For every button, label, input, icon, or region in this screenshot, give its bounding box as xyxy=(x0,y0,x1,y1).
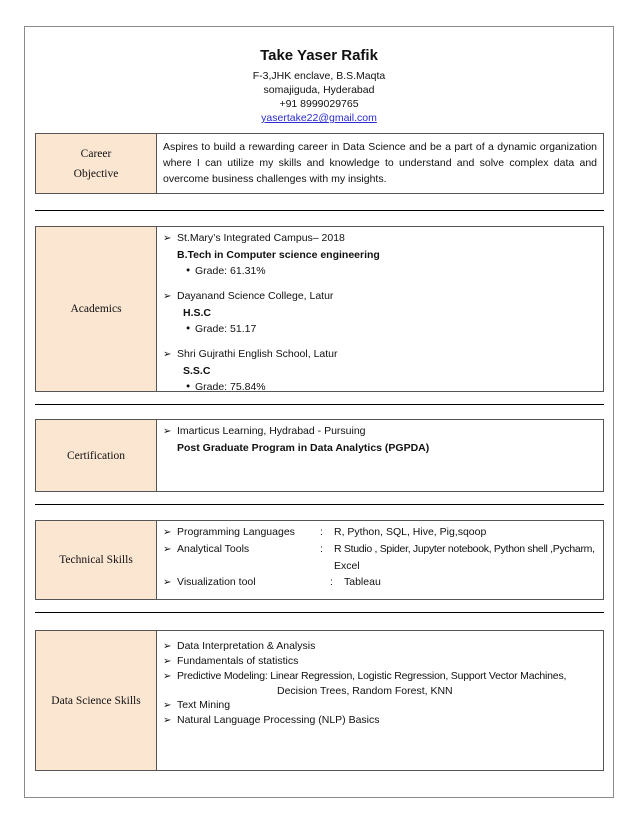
degree-name: H.S.C xyxy=(183,307,212,319)
divider xyxy=(35,504,604,505)
degree-name: B.Tech in Computer science engineering xyxy=(177,249,380,261)
ds-skill-item xyxy=(163,698,597,713)
arrow-bullet-icon: ➢ xyxy=(163,349,172,360)
ds-skill-item xyxy=(163,639,597,654)
certification-institute: Imarticus Learning, Hydrabad - Pursuing xyxy=(177,425,366,437)
academics-body xyxy=(157,227,603,391)
school-name: Shri Gujrathi English School, Latur xyxy=(177,348,338,360)
colon: : xyxy=(330,576,333,588)
arrow-bullet-icon: ➢ xyxy=(163,656,172,667)
academics-label: Academics xyxy=(36,227,157,391)
ds-skill-text: Fundamentals of statistics xyxy=(177,655,299,667)
address-line-1: F-3,JHK enclave, B.S.Maqta xyxy=(252,70,386,82)
ds-skill-text: Data Interpretation & Analysis xyxy=(177,640,316,652)
skill-category: Programming Languages xyxy=(177,526,295,538)
arrow-bullet-icon: ➢ xyxy=(163,544,172,555)
data-science-skills-body xyxy=(157,631,603,770)
career-label-line1: Career xyxy=(80,147,112,160)
arrow-bullet-icon: ➢ xyxy=(163,291,172,302)
arrow-bullet-icon: ➢ xyxy=(163,700,172,711)
arrow-bullet-icon: ➢ xyxy=(163,233,172,244)
certification-section xyxy=(35,419,604,492)
academic-item-1 xyxy=(163,230,597,279)
tech-row-analytical xyxy=(163,541,597,558)
arrow-bullet-icon: ➢ xyxy=(163,527,172,538)
tech-row-visualization xyxy=(163,574,597,591)
resume-page xyxy=(24,26,614,798)
academic-item-2 xyxy=(163,288,597,337)
ds-skill-text: Natural Language Processing (NLP) Basics xyxy=(177,714,380,726)
academic-item-3 xyxy=(163,346,597,395)
bullet-icon: • xyxy=(185,265,192,277)
skill-values: Tableau xyxy=(344,576,381,588)
arrow-bullet-icon: ➢ xyxy=(163,577,172,588)
skill-category: Visualization tool xyxy=(177,576,256,588)
ds-skill-text-continued: Decision Trees, Random Forest, KNN xyxy=(277,685,453,697)
grade: Grade: 75.84% xyxy=(195,381,266,393)
career-objective-label xyxy=(36,134,157,193)
career-objective-text: Aspires to build a rewarding career in Data Science and be a part of a dynamic organization where I can utilize my skills and knowledge to understand and solve complex data and overcome business challenges with my insights. xyxy=(163,141,597,185)
bullet-icon: • xyxy=(185,381,192,393)
skill-values: R, Python, SQL, Hive, Pig,sqoop xyxy=(334,526,487,538)
divider xyxy=(35,404,604,405)
arrow-bullet-icon: ➢ xyxy=(163,426,172,437)
skill-category: Analytical Tools xyxy=(177,543,250,555)
school-name: St.Mary’s Integrated Campus– 2018 xyxy=(177,232,345,244)
arrow-bullet-icon: ➢ xyxy=(163,671,172,682)
skill-values-continued: Excel xyxy=(334,560,360,572)
school-name: Dayanand Science College, Latur xyxy=(177,290,334,302)
certification-program: Post Graduate Program in Data Analytics (PGPDA) xyxy=(177,442,430,454)
degree-name: S.S.C xyxy=(183,365,211,377)
skill-values: R Studio , Spider, Jupyter notebook, Python shell ,Pycharm, xyxy=(334,543,595,555)
phone-number: +91 8999029765 xyxy=(279,98,359,110)
data-science-skills-section xyxy=(35,630,604,771)
address-line-2: somajiguda, Hyderabad xyxy=(263,84,375,96)
divider xyxy=(35,210,604,211)
ds-skill-item xyxy=(163,654,597,669)
technical-skills-label: Technical Skills xyxy=(36,521,157,599)
certification-label: Certification xyxy=(36,420,157,491)
technical-skills-body xyxy=(157,521,603,599)
arrow-bullet-icon: ➢ xyxy=(163,715,172,726)
divider xyxy=(35,612,604,613)
colon: : xyxy=(320,526,323,538)
academics-section xyxy=(35,226,604,392)
bullet-icon: • xyxy=(185,323,192,335)
data-science-skills-label: Data Science Skills xyxy=(36,631,157,770)
colon: : xyxy=(320,543,323,555)
ds-skill-item xyxy=(163,669,597,684)
arrow-bullet-icon: ➢ xyxy=(163,641,172,652)
career-objective-section xyxy=(35,133,604,194)
grade: Grade: 51.17 xyxy=(195,323,257,335)
ds-skill-text: Text Mining xyxy=(177,699,231,711)
technical-skills-section xyxy=(35,520,604,600)
ds-skill-item xyxy=(163,713,597,728)
email-link[interactable]: yasertake22@gmail.com xyxy=(261,112,377,124)
grade: Grade: 61.31% xyxy=(195,265,266,277)
tech-row-programming xyxy=(163,524,597,541)
certification-body xyxy=(157,420,603,491)
ds-skill-text: Predictive Modeling: Linear Regression, Logistic Regression, Support Vector Machines, xyxy=(177,670,567,682)
candidate-name: Take Yaser Rafik xyxy=(260,47,378,64)
career-label-line2: Objective xyxy=(73,167,119,180)
